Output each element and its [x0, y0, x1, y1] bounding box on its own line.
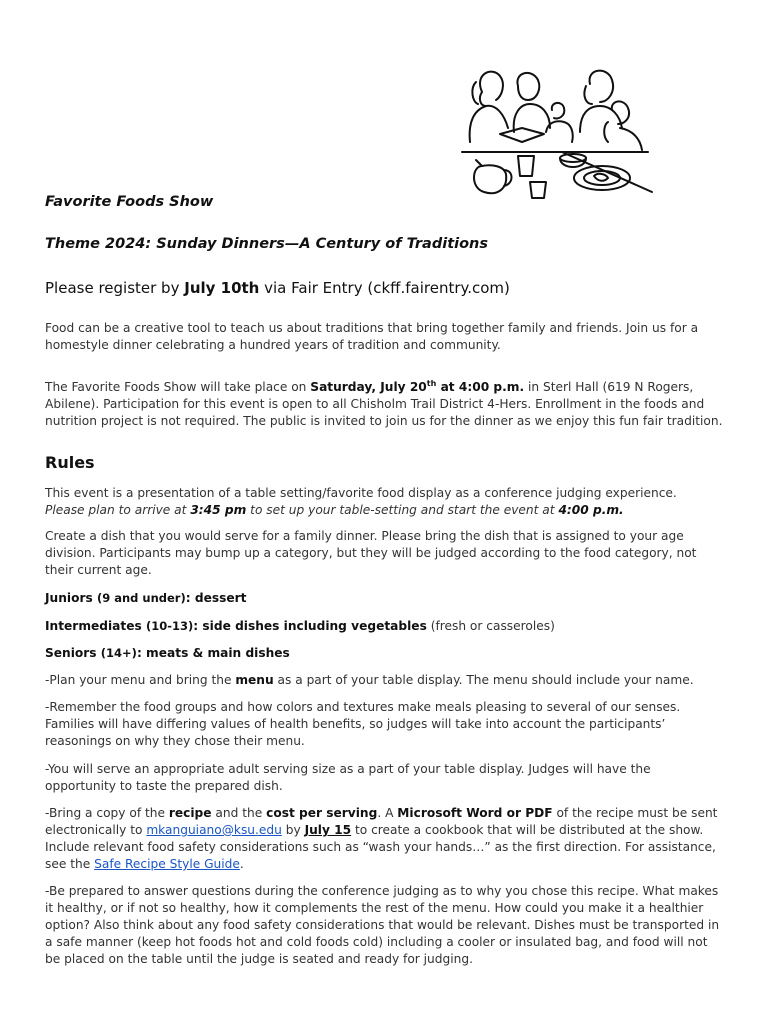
prepared-paragraph: -Be prepared to answer questions during the conference judging as to why you chose this recipe. What makes it healthy, or if not so healthy, how it complements the rest of the menu. How could you make it a healthier option? Also think about any food safety considerations that would be relevant. Dishes must be transported in a safe manner (keep hot foods hot and cold foods cold) including a cooler or insulated bag, and food will not be placed on the table until the judge is seated and ready for judging.	[45, 884, 720, 966]
intermediates-category: : side dishes including vegetables	[193, 619, 427, 633]
menu-text-1: -Plan your menu and bring the	[45, 673, 236, 687]
food-groups-paragraph: -Remember the food groups and how colors and textures make meals pleasing to several of our senses. Families will have differing values of health benefits, so judges will take into account the participants’ reasonings on why they chose their menu.	[45, 700, 681, 748]
recipe-text-2: and the	[211, 806, 267, 820]
event-date-sup: th	[426, 379, 437, 388]
format-bold: Microsoft Word or PDF	[397, 806, 553, 820]
seniors-category: : meats & main dishes	[136, 646, 290, 660]
seniors-age: (14+)	[100, 646, 137, 660]
arrive-time: 3:45 pm	[190, 503, 247, 517]
juniors-label: Juniors	[45, 591, 97, 605]
intermediates-label: Intermediates	[45, 619, 146, 633]
presentation-paragraph	[45, 485, 725, 519]
recipe-text-4: of the recipe must be sent electronically to	[45, 806, 718, 837]
recipe-text-3: . A	[377, 806, 398, 820]
event-text-1: The Favorite Foods Show will take place on	[45, 380, 311, 395]
juniors-age: (9 and under)	[96, 591, 186, 605]
family-dinner-illustration	[452, 62, 658, 200]
theme-title: Theme 2024: Sunday Dinners—A Century of Traditions	[45, 236, 489, 252]
registration-line	[45, 279, 510, 297]
menu-bold: menu	[235, 673, 274, 687]
recipe-bold: recipe	[168, 806, 212, 820]
arrive-text-2: to set up your table-setting and start the event at	[246, 503, 559, 517]
intro-paragraph: Food can be a creative tool to teach us about traditions that bring together family and friends. Join us for a homestyle dinner celebrating a hundred years of tradition and community.	[45, 321, 699, 352]
rules-heading: Rules	[45, 453, 95, 472]
create-paragraph: Create a dish that you would serve for a family dinner. Please bring the dish that is assigned to your age division. Participants may bump up a category, but they will be judged according to the food category, not their current age.	[45, 529, 697, 577]
email-link[interactable]: mkanguiano@ksu.edu	[146, 823, 282, 837]
event-time: at 4:00 p.m.	[436, 380, 525, 395]
menu-paragraph	[45, 672, 725, 689]
page-title: Favorite Foods Show	[45, 194, 214, 210]
juniors-category: : dessert	[185, 591, 247, 605]
intermediates-note: (fresh or casseroles)	[426, 619, 555, 633]
event-date: Saturday, July 20	[310, 380, 427, 395]
recipe-text-6: to create a cookbook that will be distributed at the show. Include relevant food safety considerations such as “wash your hands…” as the first direction. For assistance, see the	[45, 823, 716, 871]
intermediates-line	[45, 618, 725, 635]
presentation-text: This event is a presentation of a table setting/favorite food display as a conference judging experience.	[45, 486, 677, 500]
arrive-text-1: Please plan to arrive at	[45, 503, 191, 517]
menu-text-2: as a part of your table display. The menu should include your name.	[273, 673, 694, 687]
recipe-paragraph	[45, 805, 725, 873]
recipe-text-1: -Bring a copy of the	[45, 806, 169, 820]
seniors-label: Seniors	[45, 646, 101, 660]
cost-bold: cost per serving	[266, 806, 378, 820]
register-suffix: via Fair Entry (ckff.fairentry.com)	[259, 279, 510, 297]
event-paragraph	[45, 375, 725, 430]
safe-recipe-guide-link[interactable]: Safe Recipe Style Guide	[94, 857, 240, 871]
intermediates-age: (10-13)	[146, 619, 194, 633]
register-date: July 10th	[184, 279, 260, 297]
juniors-line	[45, 590, 725, 607]
recipe-text-7: .	[239, 857, 244, 871]
recipe-deadline: July 15	[304, 823, 352, 837]
serving-paragraph: -You will serve an appropriate adult serving size as a part of your table display. Judges will have the opportunity to taste the prepared dish.	[45, 762, 651, 793]
event-text-2: in Sterl Hall (619 N Rogers, Abilene). Participation for this event is open to all Chisholm Trail District 4-Hers. Enrollment in the foods and nutrition project is not required. The public is invited to join us for the dinner as we enjoy this fun fair tradition.	[45, 380, 723, 429]
recipe-text-5: by	[281, 823, 305, 837]
seniors-line	[45, 645, 725, 662]
start-time: 4:00 p.m.	[558, 503, 624, 517]
register-prefix: Please register by	[45, 279, 185, 297]
